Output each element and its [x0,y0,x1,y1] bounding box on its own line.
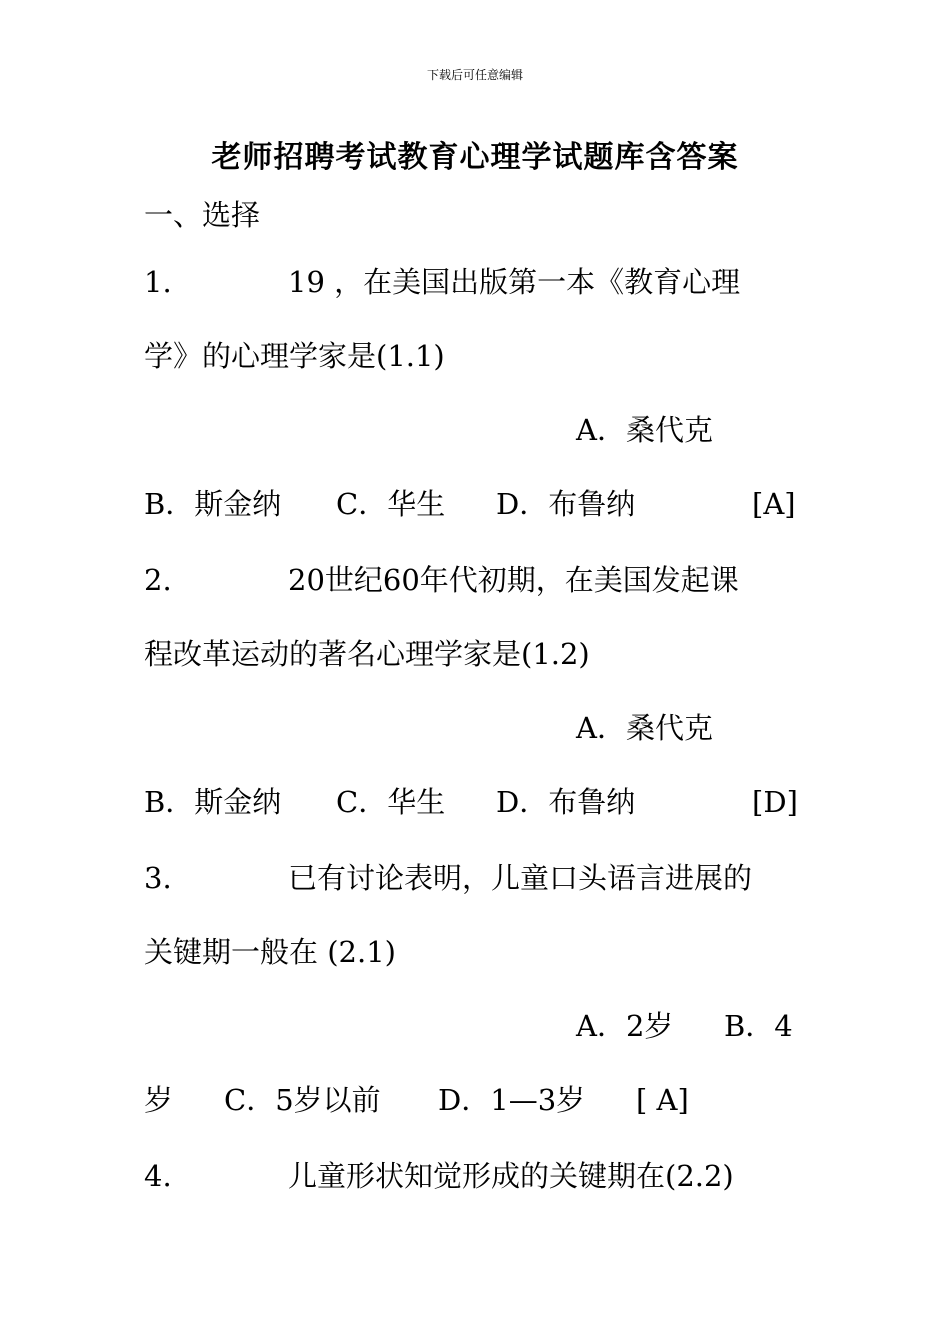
option-c: C．5岁以前 [224,1083,381,1117]
option-a: A．桑代克 [576,413,713,447]
question-number: 4. [144,1159,172,1193]
option-d: D．1—3岁 [438,1083,586,1117]
option-c: C．华生 [336,785,446,819]
answer-key: [D] [752,785,798,819]
option-c: C．华生 [336,487,446,521]
question-text: 19 ，在美国出版第一本《教育心理 [288,265,741,299]
question-text-cont: 程改革运动的著名心理学家是(1.2) [144,637,590,671]
question-number: 2. [144,563,172,597]
page-header: 下载后可任意编辑 [426,68,523,82]
question-number: 3. [144,861,172,895]
option-d: D．布鲁纳 [496,487,636,521]
option-b: B．斯金纳 [144,785,282,819]
option-a: A．2岁 [576,1009,674,1043]
option-a: A．桑代克 [576,711,713,745]
answer-key: [ A] [636,1083,689,1117]
question-number: 1. [144,265,172,299]
question-text-cont: 学》的心理学家是(1.1) [144,339,445,373]
option-b: B．斯金纳 [144,487,282,521]
question-text-cont: 关键期一般在 (2.1) [144,935,396,969]
document-title: 老师招聘考试教育心理学试题库含答案 [211,140,739,175]
option-b: B．4 [724,1009,793,1043]
question-text: 已有讨论表明，儿童口头语言进展的 [288,861,753,895]
section-heading: 一、选择 [144,198,261,232]
question-text: 儿童形状知觉形成的关键期在(2.2) [288,1159,734,1193]
option-d: D．布鲁纳 [496,785,636,819]
option-b-cont: 岁 [144,1083,174,1117]
answer-key: [A] [752,487,796,521]
question-text: 20世纪60年代初期，在美国发起课 [288,563,739,597]
